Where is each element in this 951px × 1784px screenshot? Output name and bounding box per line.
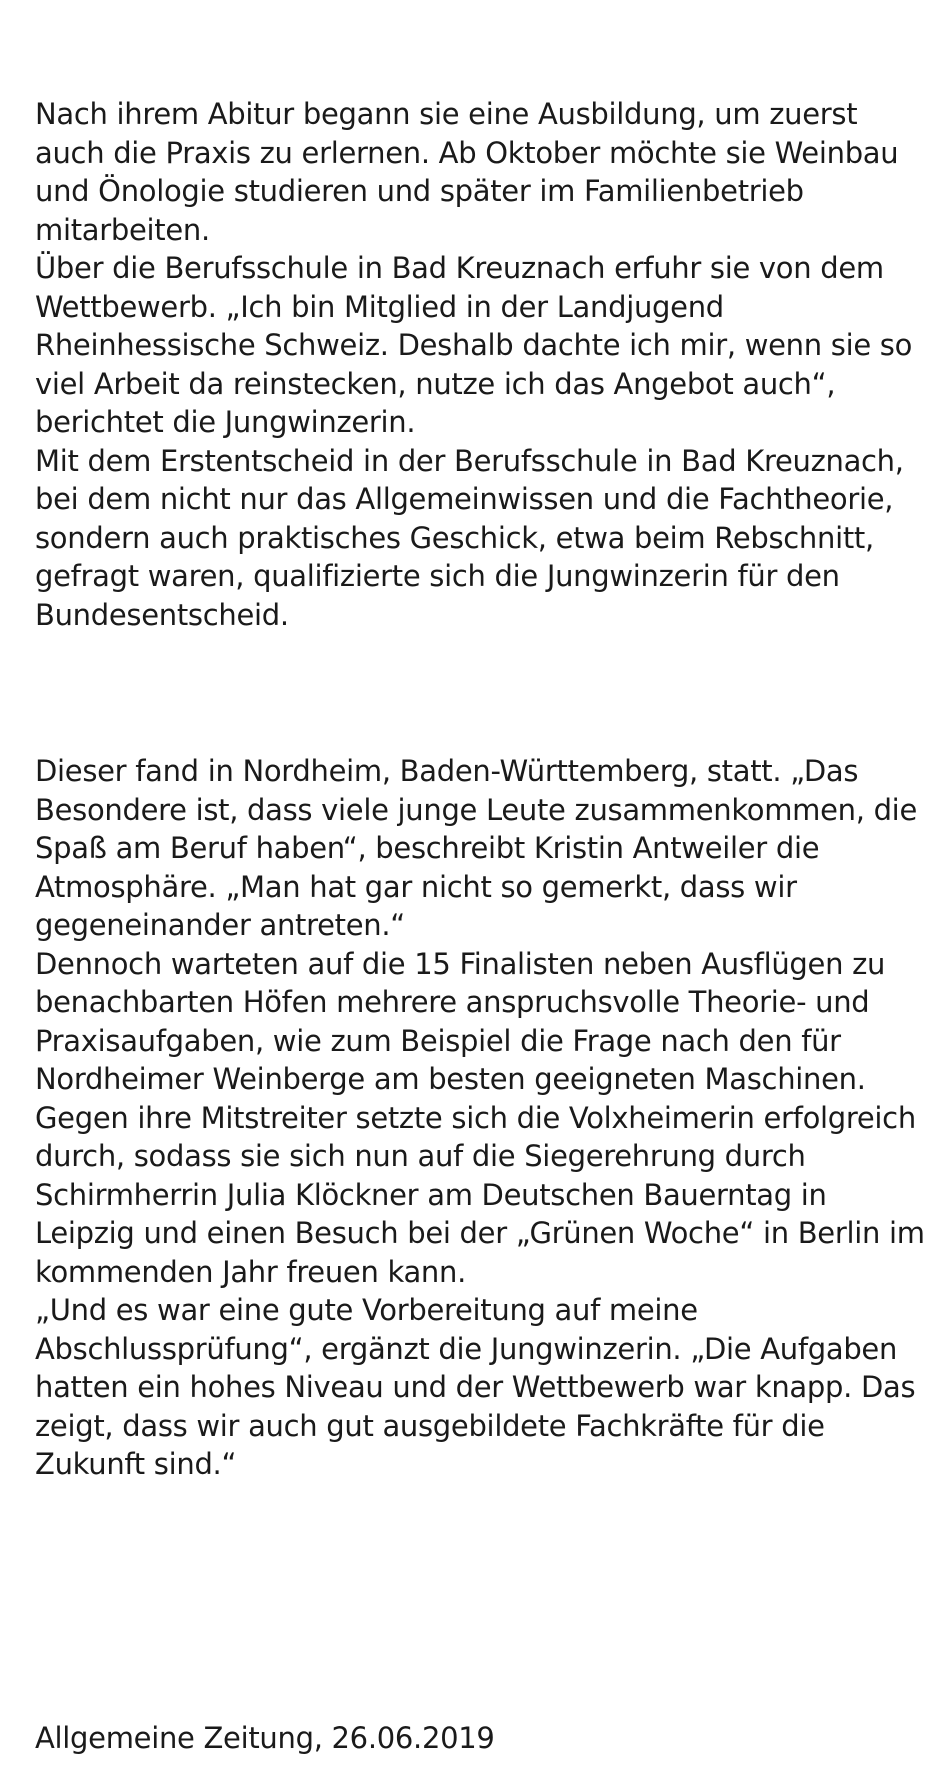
paragraph: Nach ihrem Abitur begann sie eine Ausbildung, um zuerst auch die Praxis zu erlernen. Ab Oktober möchte sie Weinbau und Önologie studieren und später im Familienbetrieb mitarbeiten. <box>35 97 899 247</box>
source-citation <box>35 1719 935 1758</box>
paragraph: Dennoch warteten auf die 15 Finalisten neben Ausflügen zu benachbarten Höfen mehrere anspruchsvolle Theorie- und Praxisaufgaben, wie zum Beispiel die Frage nach den für Nordheimer Weinberge am besten geeigneten Maschinen. <box>35 946 886 1096</box>
paragraph: Mit dem Erstentscheid in der Berufsschule in Bad Kreuznach, bei dem nicht nur das Allgemeinwissen und die Fachtheorie, sondern auch praktisches Geschick, etwa beim Rebschnitt, gefragt waren, qualifizierte sich die Jungwinzerin für den Bundesentscheid. <box>35 443 904 632</box>
text-block-bottom <box>35 752 935 1484</box>
source-text: Allgemeine Zeitung, 26.06.2019 <box>35 1721 495 1755</box>
paragraph: Gegen ihre Mitstreiter setzte sich die Volxheimerin erfolgreich durch, sodass sie sich nun auf die Siegerehrung durch Schirmherrin Julia Klöckner am Deutschen Bauerntag in Leipzig und einen Besuch bei der „Grünen Woche“ in Berlin im kommenden Jahr freuen kann. <box>35 1100 925 1289</box>
text-block-top <box>35 95 935 634</box>
paragraph: Über die Berufsschule in Bad Kreuznach erfuhr sie von dem Wettbewerb. „Ich bin Mitglied in der Landjugend Rheinhessische Schweiz. Deshalb dachte ich mir, wenn sie so viel Arbeit da reinstecken, nutze ich das Angebot auch“, berichtet die Jungwinzerin. <box>35 251 913 439</box>
paragraph: Dieser fand in Nordheim, Baden-Württemberg, statt. „Das Besondere ist, dass viele junge Leute zusammenkommen, die Spaß am Beruf haben“, beschreibt Kristin Antweiler die Atmosphäre. „Man hat gar nicht so gemerkt, dass wir gegeneinander antreten.“ <box>35 754 917 942</box>
paragraph: „Und es war eine gute Vorbereitung auf meine Abschlussprüfung“, ergänzt die Jungwinzerin. „Die Aufgaben hatten ein hohes Niveau und der Wettbewerb war knapp. Das zeigt, dass wir auch gut ausgebildete Fachkräfte für die Zukunft sind.“ <box>35 1293 916 1481</box>
